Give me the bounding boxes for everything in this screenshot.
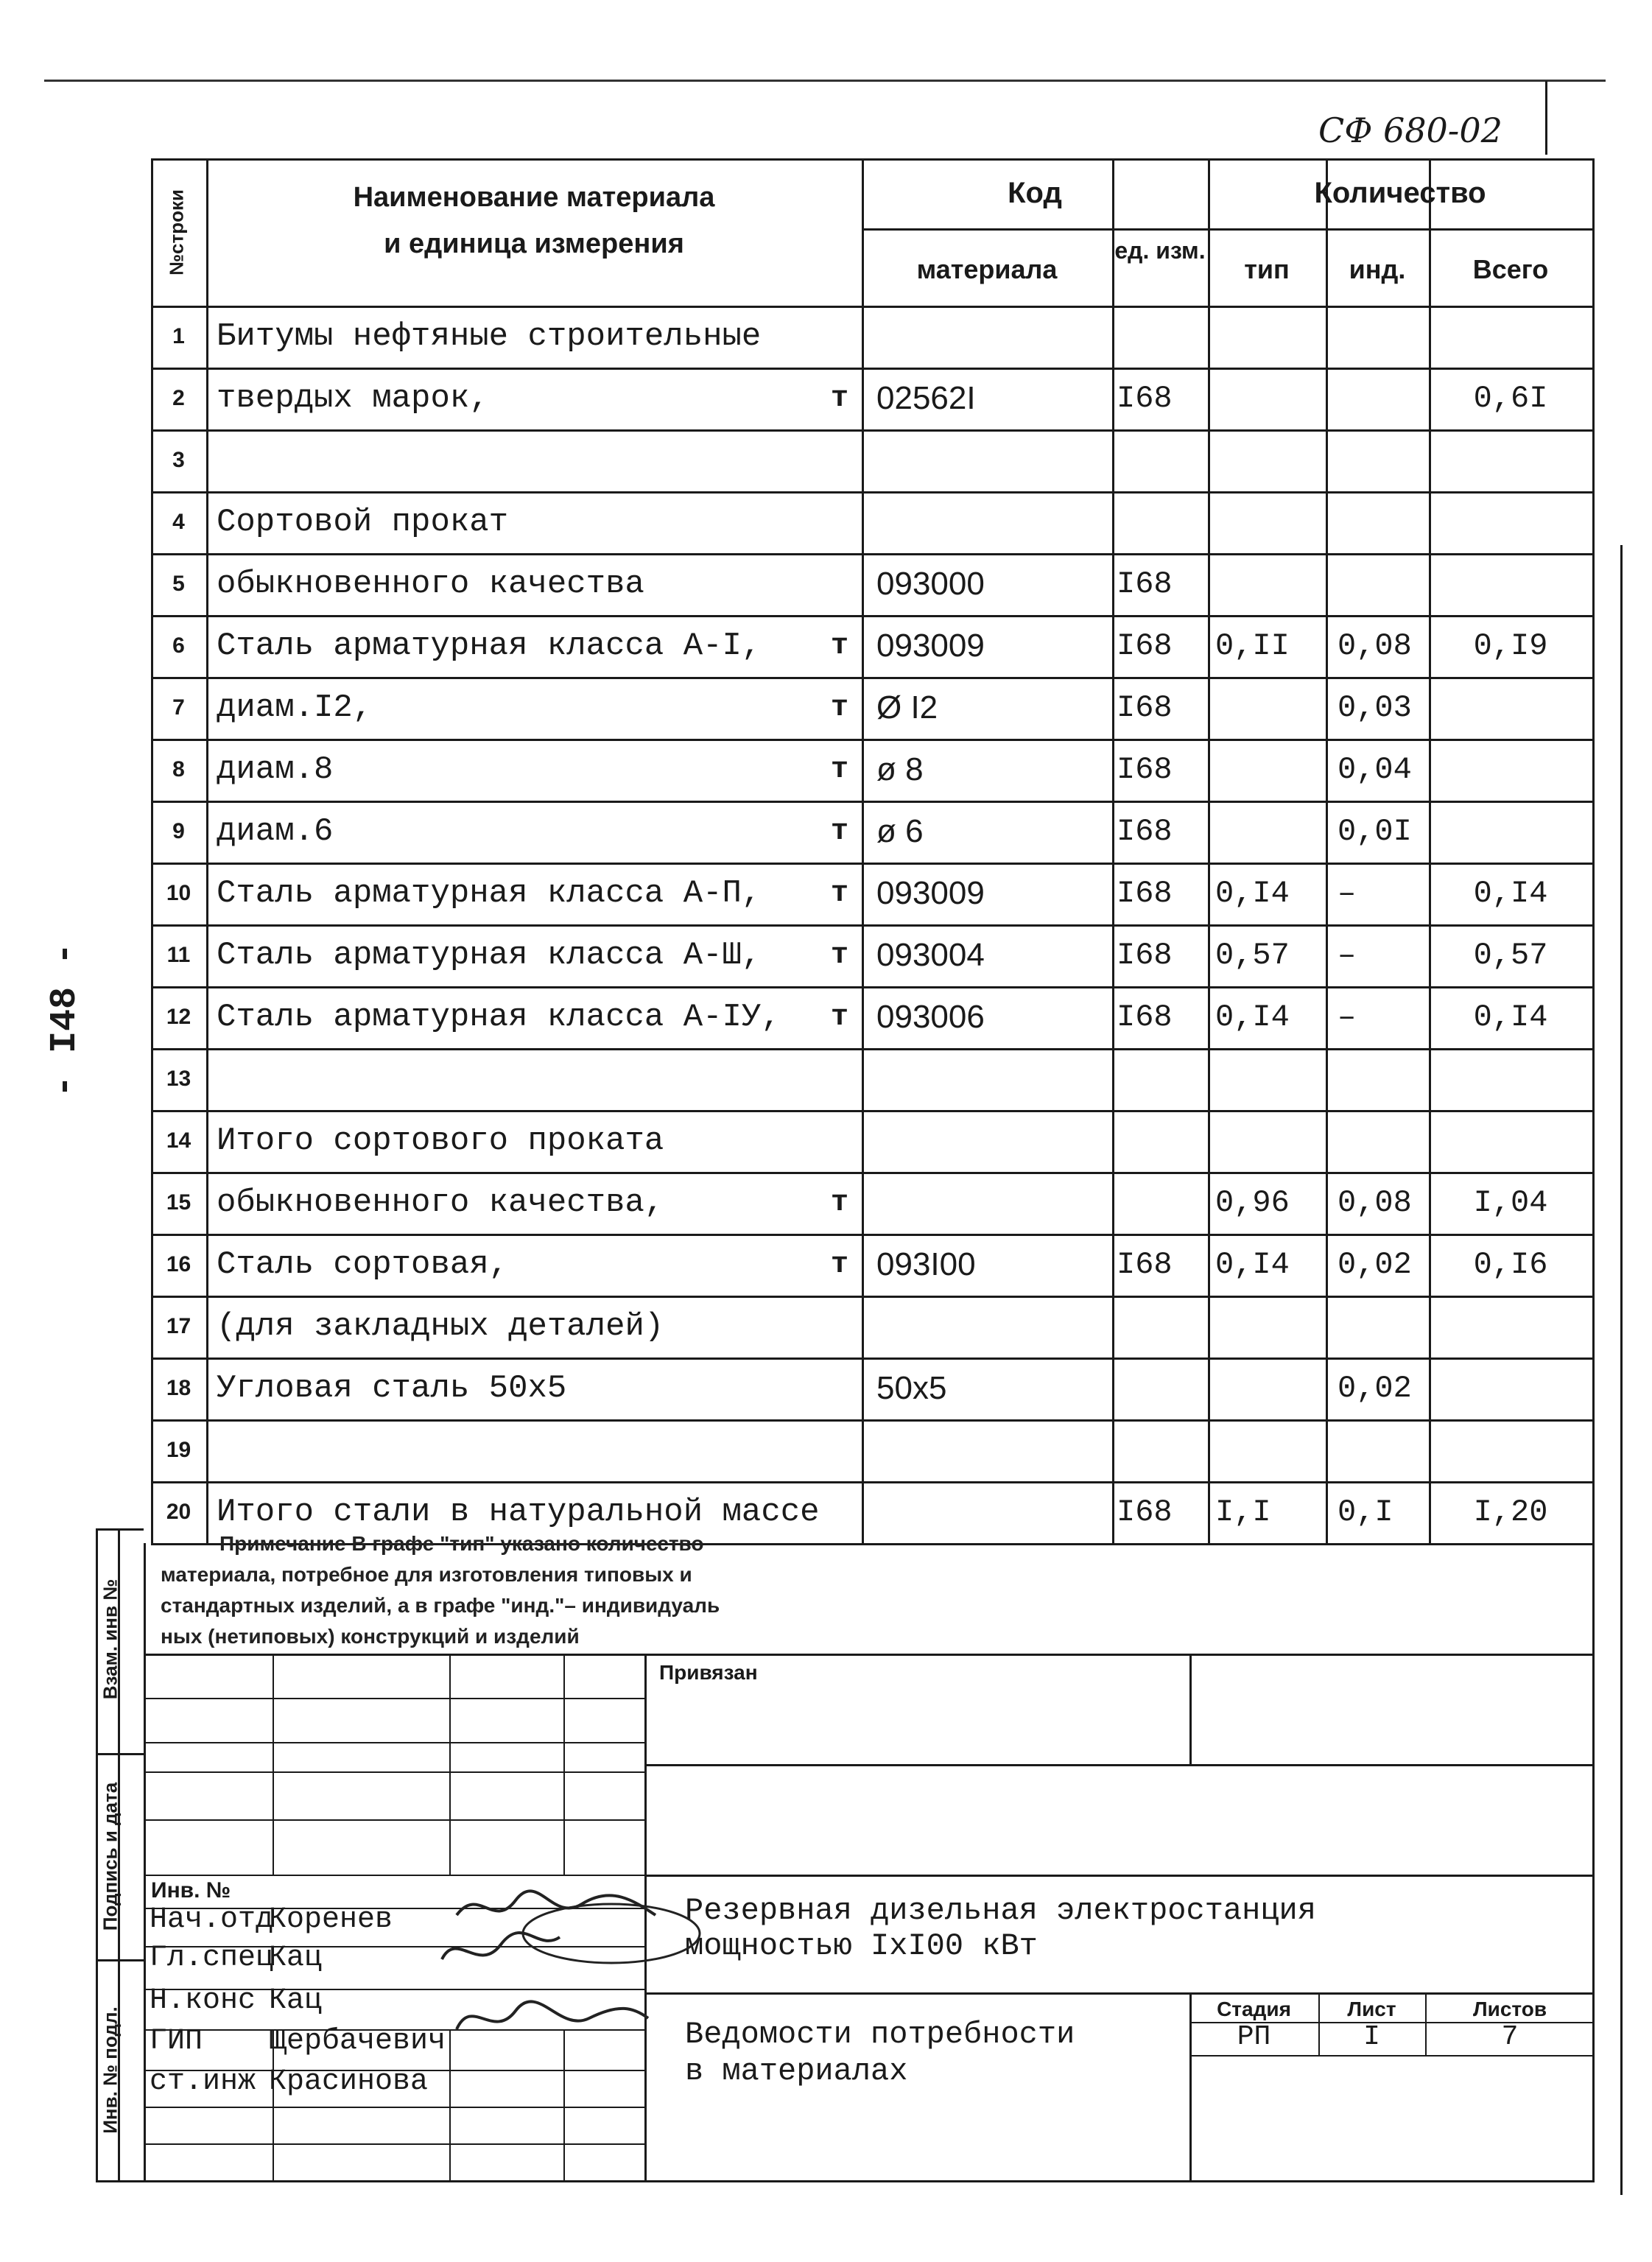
- material-name: [206, 1048, 828, 1110]
- stage-value: РП: [1237, 2021, 1271, 2053]
- qty-total: [1429, 491, 1592, 553]
- unit-code: I68: [1117, 566, 1173, 602]
- row-number: 10: [166, 881, 191, 905]
- material-name: (для закладных деталей): [217, 1308, 664, 1345]
- side-border: [96, 1528, 98, 2180]
- qty-ind: [1326, 491, 1441, 553]
- stamp-hline: [144, 1654, 644, 1655]
- material-name: Сталь арматурная класса А-П,: [217, 875, 762, 912]
- qty-ind: [1326, 1048, 1441, 1110]
- qty-ind: 0,I: [1338, 1494, 1393, 1530]
- unit-code: [1112, 1357, 1212, 1419]
- unit-code: [1112, 1296, 1212, 1357]
- material-code: [862, 306, 1127, 368]
- row-number: 3: [172, 448, 185, 472]
- stamp-vline: [563, 1654, 565, 1875]
- header-name-line1: Наименование материала: [353, 182, 715, 213]
- qty-total: [1429, 1048, 1592, 1110]
- material-name: Сталь арматурная класса А-I,: [217, 628, 762, 664]
- qty-total: I,04: [1473, 1185, 1548, 1220]
- qty-total: [1429, 1110, 1592, 1172]
- qty-type: [1208, 677, 1333, 739]
- material-name: обыкновенного качества,: [217, 1184, 664, 1221]
- signatures-drawing: [412, 1871, 707, 2062]
- note-left-border: [144, 1543, 146, 2180]
- qty-ind: 0,04: [1338, 752, 1412, 787]
- material-code: 093000: [876, 566, 985, 602]
- note-line: ных (нетиповых) конструкций и изделий: [161, 1625, 580, 1648]
- header-name-line2: и единица измерения: [384, 228, 684, 259]
- material-name: твердых марок,: [217, 380, 489, 417]
- material-unit: т: [830, 382, 848, 415]
- header-quantity: Количество: [1314, 177, 1486, 209]
- material-name: Сталь арматурная класса А-Ш,: [217, 937, 762, 974]
- side-hline: [96, 2180, 144, 2182]
- row-number: 19: [166, 1438, 191, 1462]
- sheets-label: Листов: [1472, 1998, 1547, 2020]
- qty-ind: [1326, 1419, 1441, 1481]
- sheets-value: 7: [1501, 2021, 1519, 2053]
- row-number: 13: [166, 1067, 191, 1091]
- material-unit: т: [830, 691, 848, 725]
- qty-ind: [1326, 429, 1441, 491]
- stamp-vline: [449, 1654, 451, 1875]
- qty-type: [1208, 553, 1333, 615]
- qty-ind: –: [1338, 876, 1357, 911]
- stamp-vline: [273, 1654, 274, 1875]
- stamp-hline: [144, 1771, 644, 1773]
- stamp-hline: [144, 1742, 644, 1743]
- material-unit: т: [830, 938, 848, 972]
- material-code: ø 8: [876, 751, 924, 787]
- stamp-vline-right: [1189, 1654, 1192, 1764]
- material-code: [862, 1481, 1127, 1543]
- material-unit: т: [830, 1248, 848, 1282]
- qty-type: 0,96: [1215, 1185, 1290, 1220]
- unit-code: I68: [1117, 690, 1173, 726]
- row-number: 6: [172, 633, 185, 658]
- qty-ind: 0,0I: [1338, 814, 1412, 849]
- project-title-line2: мощностью IxI00 кВт: [685, 1928, 1038, 1964]
- staff-name: Кац: [269, 1942, 323, 1975]
- qty-total: [1429, 677, 1592, 739]
- inventory-number-label: Инв. №: [151, 1878, 231, 1903]
- stamp-hline-right: [644, 1764, 1595, 1766]
- unit-code: I68: [1117, 381, 1173, 416]
- qty-total: 0,I9: [1473, 628, 1548, 664]
- material-name: диам.6: [217, 813, 334, 850]
- row-number: 14: [166, 1128, 191, 1153]
- qty-type: [1208, 429, 1333, 491]
- note-line: Примечание В графе "тип" указано количество: [219, 1532, 704, 1555]
- side-hline: [96, 1528, 144, 1531]
- note-line: материала, потребное для изготовления типовых и: [161, 1563, 692, 1586]
- sheet-value: I: [1363, 2021, 1380, 2053]
- material-unit: [818, 1110, 862, 1172]
- qty-total: 0,I4: [1473, 876, 1548, 911]
- qty-type: 0,I4: [1215, 1247, 1290, 1282]
- material-unit: [818, 1481, 862, 1543]
- material-name: Сталь арматурная класса А-IУ,: [217, 999, 781, 1036]
- unit-code: I68: [1117, 814, 1173, 849]
- qty-total: [1429, 739, 1592, 801]
- material-unit: т: [830, 815, 848, 849]
- note-line: стандартных изделий, а в графе "инд."– индивидуаль: [161, 1594, 720, 1617]
- material-unit: т: [830, 629, 848, 663]
- side-label-vzam: Взам. инв №: [99, 1578, 122, 1700]
- material-name: Итого стали в натуральной массе: [217, 1494, 820, 1531]
- qty-ind: [1326, 1110, 1441, 1172]
- unit-code: [1112, 306, 1212, 368]
- material-code: [862, 1419, 1127, 1481]
- material-code: [862, 429, 1127, 491]
- note-right-border: [1592, 1543, 1595, 2180]
- staff-name: Коренев: [269, 1903, 393, 1936]
- unit-code: I68: [1117, 752, 1173, 787]
- qty-ind: 0,08: [1338, 628, 1412, 664]
- qty-type: I,I: [1215, 1494, 1271, 1530]
- material-code: 093004: [876, 937, 985, 973]
- stamp-hline: [144, 1819, 644, 1821]
- material-code: 093009: [876, 628, 985, 664]
- material-unit: [818, 306, 862, 368]
- staff-name: Красинова: [269, 2065, 429, 2098]
- document-code: СФ 680-02: [1318, 110, 1502, 150]
- header-row-no: №строки: [165, 189, 188, 275]
- qty-type: 0,I4: [1215, 1000, 1290, 1035]
- qty-ind: 0,02: [1338, 1371, 1412, 1406]
- material-name: Сортовой прокат: [217, 504, 509, 541]
- material-code: [862, 491, 1127, 553]
- stamp-stage-hline: [1189, 2055, 1595, 2056]
- qty-ind: [1326, 306, 1441, 368]
- unit-code: [1112, 491, 1212, 553]
- qty-total: 0,6I: [1473, 381, 1548, 416]
- unit-code: I68: [1117, 876, 1173, 911]
- header-q-type: тип: [1244, 254, 1290, 284]
- unit-code: I68: [1117, 1247, 1173, 1282]
- unit-code: I68: [1117, 938, 1173, 973]
- staff-role: Н.конс: [150, 1984, 256, 2017]
- row-number: 1: [172, 324, 185, 348]
- qty-type: [1208, 306, 1333, 368]
- material-name: [206, 1419, 828, 1481]
- stamp-hline-right: [644, 1992, 1595, 1995]
- row-number: 2: [172, 386, 185, 410]
- header-code-unit: ед. изм.: [1114, 237, 1206, 264]
- unit-code: I68: [1117, 1000, 1173, 1035]
- unit-code: [1112, 1419, 1212, 1481]
- qty-ind: [1326, 553, 1441, 615]
- qty-total: [1429, 1419, 1592, 1481]
- material-code: ø 6: [876, 813, 924, 849]
- top-rule: [44, 80, 1606, 82]
- side-hline: [96, 1753, 144, 1755]
- material-code: 093I00: [876, 1246, 976, 1282]
- qty-ind: [1326, 1296, 1441, 1357]
- table-border-top: [151, 158, 1592, 161]
- document-title-line2: в материалах: [685, 2054, 908, 2089]
- staff-role: ст.инж: [150, 2065, 256, 2098]
- row-number: 4: [172, 510, 185, 534]
- staff-role: ГИП: [150, 2025, 203, 2058]
- material-unit: [818, 429, 862, 491]
- material-code: 02562I: [876, 380, 976, 416]
- qty-total: 0,57: [1473, 938, 1548, 973]
- material-name: Битумы нефтяные строительные: [217, 318, 762, 355]
- qty-ind: 0,02: [1338, 1247, 1412, 1282]
- material-code: Ø I2: [876, 689, 938, 726]
- qty-total: [1429, 429, 1592, 491]
- note-block: [161, 1528, 720, 1652]
- row-number: 16: [166, 1252, 191, 1276]
- material-code: [862, 1048, 1127, 1110]
- material-unit: [818, 553, 862, 615]
- material-name: диам.I2,: [217, 689, 373, 726]
- table-vline: [1592, 158, 1595, 1543]
- material-code: [862, 1172, 1127, 1234]
- material-unit: [818, 1296, 862, 1357]
- staff-role: Гл.спец: [150, 1942, 274, 1975]
- material-unit: [818, 1357, 862, 1419]
- qty-type: 0,57: [1215, 938, 1290, 973]
- qty-type: [1208, 1357, 1333, 1419]
- material-name: Угловая сталь 50х5: [217, 1370, 567, 1407]
- qty-total: 0,I6: [1473, 1247, 1548, 1282]
- qty-total: [1429, 306, 1592, 368]
- unit-code: I68: [1117, 1494, 1173, 1530]
- qty-type: [1208, 368, 1333, 429]
- side-label-podpis: Подпись и дата: [99, 1782, 122, 1931]
- row-number: 18: [166, 1376, 191, 1400]
- row-number: 11: [166, 943, 191, 967]
- row-number: 7: [172, 695, 185, 720]
- stamp-hline: [144, 2107, 644, 2108]
- row-number: 20: [166, 1500, 191, 1524]
- unit-code: I68: [1117, 628, 1173, 664]
- row-number: 8: [172, 757, 185, 781]
- material-unit: [818, 491, 862, 553]
- qty-ind: –: [1338, 1000, 1357, 1035]
- material-code: [862, 1296, 1127, 1357]
- qty-total: I,20: [1473, 1494, 1548, 1530]
- material-code: 093009: [876, 875, 985, 911]
- material-unit: т: [830, 1186, 848, 1220]
- header-q-total: Всего: [1472, 254, 1549, 284]
- stamp-hline: [144, 2180, 644, 2182]
- qty-type: [1208, 1296, 1333, 1357]
- qty-type: [1208, 739, 1333, 801]
- unit-code: [1112, 1110, 1212, 1172]
- qty-total: [1429, 801, 1592, 863]
- staff-name: Кац: [269, 1984, 323, 2017]
- header-subline: [862, 228, 1592, 231]
- qty-type: [1208, 491, 1333, 553]
- qty-type: [1208, 1110, 1333, 1172]
- row-number: 15: [166, 1190, 191, 1215]
- material-unit: т: [830, 1000, 848, 1034]
- side-hline: [96, 1959, 144, 1961]
- row-number: 9: [172, 819, 185, 843]
- material-name: [206, 429, 828, 491]
- material-name: Сталь сортовая,: [217, 1246, 509, 1283]
- material-unit: т: [830, 753, 848, 787]
- row-number: 12: [166, 1005, 191, 1029]
- material-code: 50х5: [876, 1370, 947, 1406]
- header-code-material: материала: [916, 254, 1058, 284]
- qty-type: [1208, 1419, 1333, 1481]
- qty-ind: 0,08: [1338, 1185, 1412, 1220]
- qty-ind: [1326, 368, 1441, 429]
- header-q-ind: инд.: [1349, 254, 1406, 284]
- qty-type: [1208, 1048, 1333, 1110]
- material-code: [862, 1110, 1127, 1172]
- qty-ind: –: [1338, 938, 1357, 973]
- material-name: обыкновенного качества: [217, 566, 644, 603]
- sheet-label: Лист: [1347, 1998, 1396, 2020]
- staff-role: Нач.отд: [150, 1903, 274, 1936]
- qty-total: [1429, 1296, 1592, 1357]
- qty-total: 0,I4: [1473, 1000, 1548, 1035]
- project-title-line1: Резервная дизельная электростанция: [685, 1893, 1316, 1928]
- qty-total: [1429, 1357, 1592, 1419]
- material-unit: [818, 1419, 862, 1481]
- unit-code: [1112, 1048, 1212, 1110]
- material-unit: т: [830, 877, 848, 910]
- row-number: 17: [166, 1314, 191, 1338]
- staff-name: Щербачевич: [269, 2025, 446, 2058]
- qty-type: [1208, 801, 1333, 863]
- unit-code: [1112, 429, 1212, 491]
- stage-label: Стадия: [1217, 1998, 1291, 2020]
- qty-ind: 0,03: [1338, 690, 1412, 726]
- qty-type: 0,I4: [1215, 876, 1290, 911]
- side-label-inv-podl: Инв. № подл.: [99, 2006, 122, 2134]
- row-number: 5: [172, 572, 185, 596]
- material-name: диам.8: [217, 751, 334, 788]
- qty-total: [1429, 553, 1592, 615]
- stamp-hline-right: [644, 1875, 1595, 1877]
- stamp-hline: [144, 1698, 644, 1699]
- material-code: 093006: [876, 999, 985, 1035]
- top-right-tick: [1545, 81, 1547, 155]
- right-edge-line: [1620, 545, 1623, 2195]
- material-unit: [818, 1048, 862, 1110]
- privyazan-label: Привязан: [659, 1661, 758, 1684]
- page-number: - I48 -: [44, 942, 86, 1097]
- material-name: Итого сортового проката: [217, 1123, 664, 1159]
- document-title-line1: Ведомости потребности: [685, 2017, 1075, 2052]
- header-code: Код: [1008, 177, 1062, 209]
- qty-type: 0,II: [1215, 628, 1290, 664]
- stamp-hline: [144, 2143, 644, 2145]
- unit-code: [1112, 1172, 1212, 1234]
